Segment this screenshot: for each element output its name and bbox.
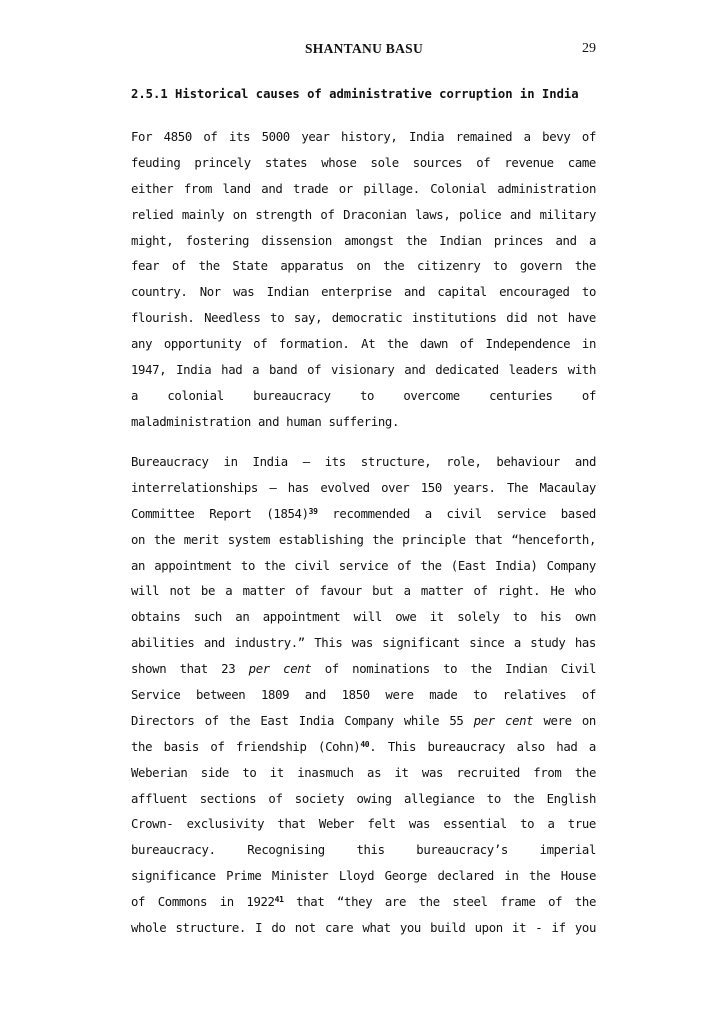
text-line: an appointment to the civil service of the (East India) Company <box>131 558 596 573</box>
text-line: any opportunity of formation. At the dawn of Independence in <box>131 337 596 352</box>
text-segment: Committee Report (1854) <box>131 506 309 521</box>
text-line: whole structure. I do not care what you build upon it - if you <box>131 921 596 936</box>
text-segment: Directors of the East India Company while 55 <box>131 713 474 728</box>
page-number: 29 <box>582 41 596 56</box>
text-line <box>131 502 596 528</box>
footnote-ref-39: 39 <box>308 506 318 516</box>
footnote-ref-41: 41 <box>274 895 284 905</box>
text-line: Crown- exclusivity that Weber felt was essential to a true <box>131 817 596 832</box>
text-segment: of Commons in 1922 <box>131 895 275 910</box>
text-line: interrelationships – has evolved over 150 years. The Macaulay <box>131 480 596 495</box>
text-line: obtains such an appointment will owe it solely to his own <box>131 610 596 625</box>
paragraph-1 <box>131 125 596 436</box>
text-segment: that “they are the steel frame of the <box>283 895 596 910</box>
text-line: country. Nor was Indian enterprise and capital encouraged to <box>131 285 596 300</box>
text-line <box>131 735 596 761</box>
text-line: bureaucracy. Recognising this bureaucracy’s imperial <box>131 843 596 858</box>
text-line: feuding princely states whose sole sources of revenue came <box>131 155 596 170</box>
text-line <box>131 890 596 916</box>
text-line: will not be a matter of favour but a matter of right. He who <box>131 584 596 599</box>
text-segment: of nominations to the Indian Civil <box>311 662 597 677</box>
paragraph-2 <box>131 450 596 942</box>
text-line: relied mainly on strength of Draconian laws, police and military <box>131 207 596 222</box>
text-line: Weberian side to it inasmuch as it was recruited from the <box>131 765 596 780</box>
section-heading: 2.5.1 Historical causes of administrative corruption in India <box>131 87 579 101</box>
text-line: affluent sections of society owing allegiance to the English <box>131 791 596 806</box>
text-line <box>131 657 596 683</box>
text-line: fear of the State apparatus on the citizenry to govern the <box>131 259 596 274</box>
emphasis-per-cent: per cent <box>248 662 312 677</box>
text-line: significance Prime Minister Lloyd George declared in the House <box>131 869 596 884</box>
text-line: Bureaucracy in India – its structure, role, behaviour and <box>131 455 596 469</box>
text-segment: recommended a civil service based <box>317 506 596 521</box>
text-line: on the merit system establishing the principle that “henceforth, <box>131 532 596 547</box>
text-line: flourish. Needless to say, democratic institutions did not have <box>131 311 596 326</box>
text-line <box>131 709 596 735</box>
text-segment: the basis of friendship (Cohn) <box>131 739 361 754</box>
text-line: might, fostering dissension amongst the Indian princes and a <box>131 233 596 248</box>
text-line: 1947, India had a band of visionary and dedicated leaders with <box>131 363 596 378</box>
running-title: SHANTANU BASU <box>304 41 424 56</box>
running-header <box>0 41 728 61</box>
text-line: Service between 1809 and 1850 were made to relatives of <box>131 688 596 703</box>
text-line: For 4850 of its 5000 year history, India remained a bevy of <box>131 130 596 144</box>
emphasis-per-cent: per cent <box>473 713 534 728</box>
text-segment: shown that 23 <box>131 662 249 677</box>
text-line: a colonial bureaucracy to overcome centuries of <box>131 388 596 403</box>
text-line: abilities and industry.” This was significant since a study has <box>131 636 596 651</box>
text-line: maladministration and human suffering. <box>131 414 400 429</box>
text-line: either from land and trade or pillage. Colonial administration <box>131 181 596 196</box>
text-segment: . This bureaucracy also had a <box>369 739 596 754</box>
text-segment: were on <box>533 713 596 728</box>
footnote-ref-40: 40 <box>360 739 370 749</box>
